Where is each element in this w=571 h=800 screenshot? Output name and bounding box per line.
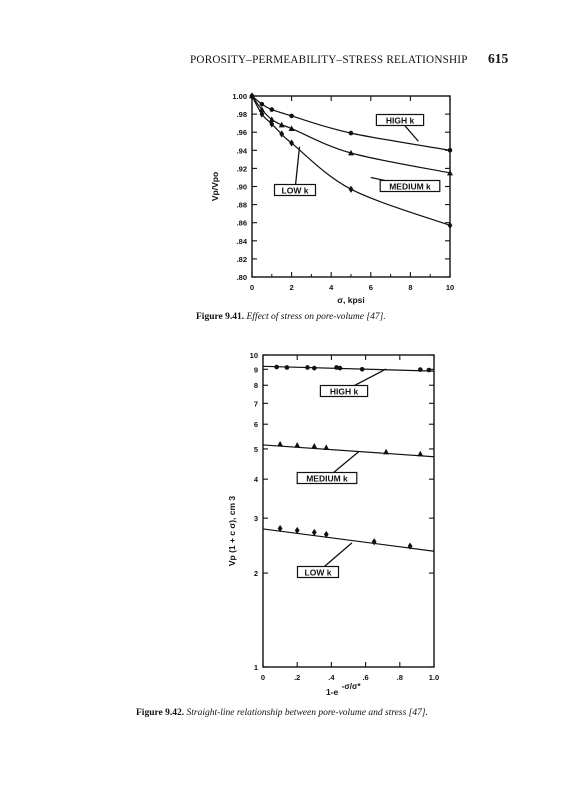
- data-point-high-k: [305, 365, 310, 370]
- figure-9-42-caption: [136, 708, 428, 718]
- data-point-high-k: [285, 365, 290, 370]
- y-tick-label: 6: [253, 420, 258, 430]
- data-point-low-k: [289, 139, 294, 146]
- y-tick-label: .94: [236, 146, 247, 156]
- data-point-high-k: [270, 107, 275, 112]
- data-point-high-k: [427, 368, 432, 373]
- caption-text: Straight-line relationship between pore-volume and stress [47].: [186, 708, 428, 718]
- legend-low-k: LOW k: [304, 567, 332, 578]
- x-tick-label: 10: [445, 283, 455, 292]
- page-number: 615: [488, 51, 509, 66]
- y-tick-label: 8: [253, 381, 258, 391]
- data-point-medium-k: [277, 441, 283, 447]
- y-tick-label: 2: [253, 569, 258, 579]
- x-tick-label: 4: [329, 283, 334, 292]
- caption-text: Effect of stress on pore-volume [47].: [246, 312, 386, 322]
- y-tick-label: .92: [236, 164, 247, 174]
- y-tick-label: .88: [236, 200, 247, 210]
- data-point-high-k: [418, 367, 423, 372]
- data-point-medium-k: [417, 451, 423, 457]
- x-tick-label: 8: [408, 283, 413, 292]
- x-tick-label: .2: [294, 673, 301, 682]
- y-tick-label: .80: [236, 273, 247, 282]
- y-tick-label: 7: [253, 399, 258, 409]
- y-tick-label: 5: [253, 444, 258, 454]
- data-point-high-k: [338, 366, 343, 371]
- x-axis-label-exponent: -σ/σ*: [341, 682, 361, 691]
- caption-label: Figure 9.41.: [196, 312, 245, 322]
- x-tick-label: .6: [362, 673, 369, 682]
- data-point-high-k: [260, 102, 265, 107]
- legend-medium-k: MEDIUM k: [306, 473, 348, 484]
- y-tick-label: 10: [249, 351, 258, 360]
- x-tick-label: 6: [368, 283, 373, 292]
- y-tick-label: .96: [236, 128, 247, 138]
- data-point-medium-k: [323, 444, 329, 450]
- legend-high-k: HIGH k: [385, 115, 415, 126]
- x-tick-label: .8: [396, 673, 403, 682]
- x-tick-label: 2: [289, 283, 294, 292]
- data-point-high-k: [360, 367, 365, 372]
- fit-line-low-k: [263, 529, 434, 551]
- plot-frame: [263, 355, 434, 667]
- data-point-low-k: [349, 186, 354, 193]
- data-point-medium-k: [311, 443, 317, 449]
- y-axis-label: Vp/Vpo: [210, 171, 220, 202]
- figure-9-41-caption: [196, 312, 386, 322]
- legend-pointer-low-k: [295, 147, 300, 190]
- legend-medium-k: MEDIUM k: [389, 181, 431, 192]
- y-tick-label: 1.00: [232, 92, 247, 101]
- data-point-medium-k: [294, 442, 300, 448]
- data-point-high-k: [289, 114, 294, 119]
- data-point-high-k: [274, 365, 279, 370]
- y-tick-label: .98: [236, 110, 247, 120]
- x-tick-label: .4: [328, 673, 335, 682]
- x-tick-label: 0: [260, 673, 266, 682]
- running-head: POROSITY–PERMEABILITY–STRESS RELATIONSHIP: [190, 54, 468, 66]
- y-tick-label: 4: [253, 475, 258, 485]
- data-point-high-k: [448, 148, 453, 153]
- y-tick-label: .82: [236, 254, 247, 264]
- caption-label: Figure 9.42.: [136, 708, 185, 718]
- data-point-medium-k: [383, 449, 389, 455]
- x-tick-label: 0: [249, 283, 255, 292]
- legend-high-k: HIGH k: [329, 386, 359, 397]
- data-point-high-k: [349, 131, 354, 136]
- y-tick-label: .84: [236, 236, 247, 246]
- y-tick-label: 1: [253, 663, 258, 672]
- data-point-high-k: [312, 366, 317, 371]
- y-tick-label: 9: [253, 365, 258, 375]
- x-tick-label: 1.0: [428, 673, 440, 682]
- fit-line-medium-k: [263, 445, 434, 457]
- x-axis-label: 1-e: [325, 687, 339, 697]
- y-axis-label: Vp (1 + c σ), cm 3: [227, 495, 237, 567]
- y-tick-label: .90: [236, 182, 247, 192]
- y-tick-label: .86: [236, 218, 247, 228]
- data-point-low-k: [372, 538, 377, 545]
- legend-low-k: LOW k: [281, 185, 309, 196]
- y-tick-label: 3: [253, 514, 258, 524]
- x-axis-label: σ, kpsi: [337, 295, 365, 305]
